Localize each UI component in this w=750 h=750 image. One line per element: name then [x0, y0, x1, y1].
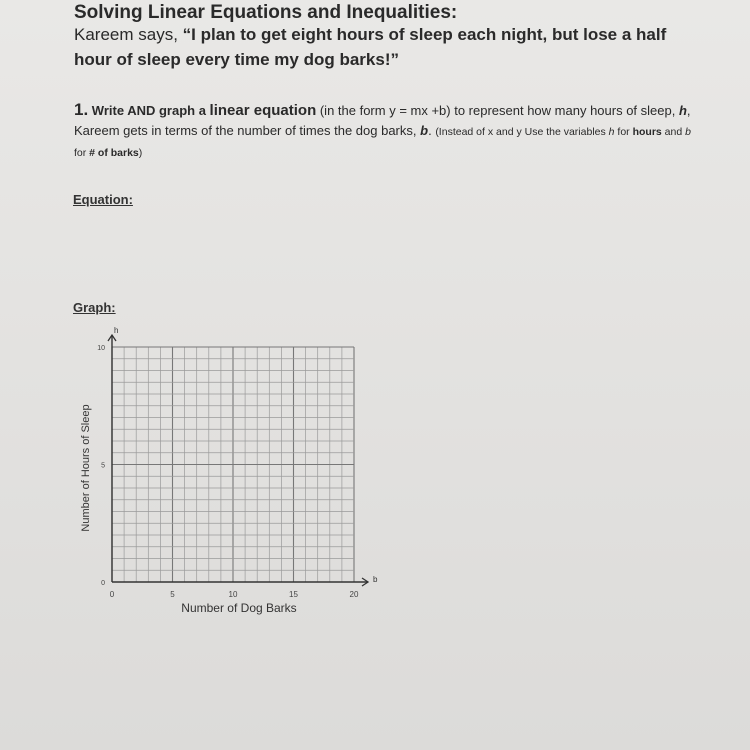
x-tick-label: 20	[349, 590, 359, 599]
equation-label: Equation:	[73, 192, 133, 207]
x-axis-variable: b	[373, 575, 378, 584]
note-c: and	[661, 126, 686, 138]
note-e: )	[138, 147, 143, 159]
note-d: for	[74, 147, 90, 159]
note-h: h	[608, 126, 615, 138]
x-tick-label: 5	[170, 590, 175, 599]
y-axis-variable: h	[114, 326, 119, 335]
worksheet-title: Solving Linear Equations and Inequalities:	[74, 2, 458, 23]
graph-grid	[112, 347, 354, 582]
graph-axes	[108, 335, 368, 586]
y-axis-label: Number of Hours of Sleep	[80, 404, 92, 532]
x-tick-label: 10	[228, 590, 238, 599]
q1-text-c: (in the form y = mx +b) to represent how many hours of sleep,	[316, 103, 679, 118]
quote-line-1: “I plan to get eight hours of sleep each night, but lose a half	[182, 25, 667, 44]
y-tick-label: 5	[101, 462, 105, 470]
q1-var-b: b	[420, 123, 429, 138]
q1-text-b: linear equation	[209, 102, 317, 119]
quote-line-2: hour of sleep every time my dog barks!”	[74, 50, 399, 69]
q1-var-h: h	[678, 103, 687, 118]
x-tick-label: 15	[289, 590, 298, 599]
x-axis-label: Number of Dog Barks	[181, 601, 297, 615]
note-b1: for	[614, 126, 633, 138]
graph-label: Graph:	[73, 300, 116, 315]
q1-text-a: Write AND graph a	[88, 103, 210, 118]
quote-intro: Kareem says,	[74, 25, 183, 44]
q1-text-d: , Kareem gets in terms of the number of times the dog barks,	[74, 103, 691, 138]
question-number: 1.	[74, 100, 89, 119]
note-barks: # of barks	[89, 147, 139, 159]
note-hours: hours	[632, 126, 662, 138]
note-a: (Instead of x and y Use the variables	[435, 126, 609, 138]
y-tick-label: 10	[97, 345, 105, 352]
q1-text-e: .	[428, 123, 432, 138]
x-tick-label: 0	[109, 590, 115, 599]
y-tick-label: 0	[101, 580, 105, 587]
note-bvar: b	[685, 126, 691, 138]
